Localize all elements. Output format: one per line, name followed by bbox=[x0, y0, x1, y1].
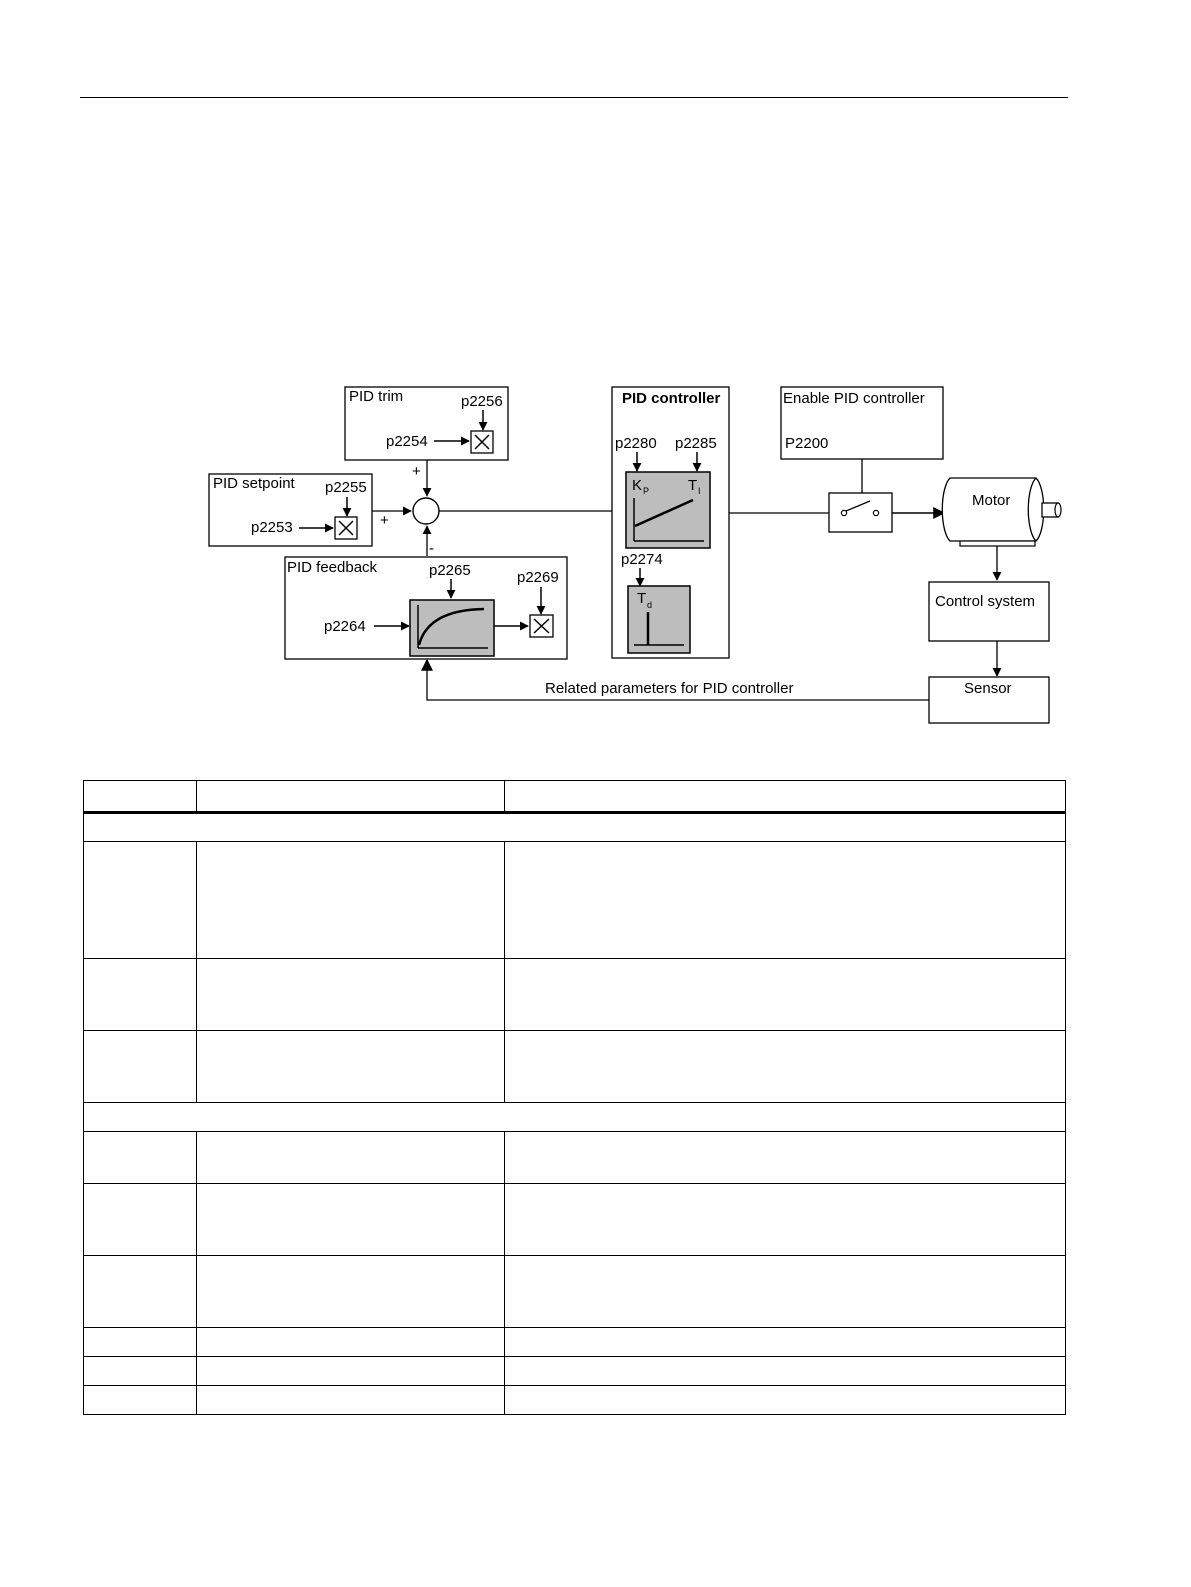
parameter-table bbox=[83, 780, 1066, 1415]
table-header-cell bbox=[197, 781, 505, 813]
td-symbol: T bbox=[637, 590, 647, 607]
table-row bbox=[84, 1256, 1066, 1328]
ti-subscript: I bbox=[698, 486, 701, 496]
setpoint-plus-sign: + bbox=[380, 512, 389, 529]
enable-switch-icon bbox=[829, 493, 892, 532]
enable-pid-block bbox=[781, 387, 943, 459]
summing-junction bbox=[413, 498, 439, 524]
table-row bbox=[84, 842, 1066, 959]
table-cell bbox=[84, 1184, 197, 1256]
table-cell bbox=[197, 1256, 505, 1328]
param-p2256: p2256 bbox=[461, 393, 503, 410]
trim-multiplier-icon bbox=[471, 431, 493, 453]
table-cell bbox=[505, 1256, 1066, 1328]
table-row bbox=[84, 1132, 1066, 1184]
table-cell bbox=[197, 842, 505, 959]
table-row bbox=[84, 1328, 1066, 1357]
feedback-filter-icon bbox=[410, 600, 494, 656]
table-cell bbox=[505, 1184, 1066, 1256]
table-header-cell bbox=[84, 781, 197, 813]
table-cell bbox=[505, 1328, 1066, 1357]
control-system-label: Control system bbox=[935, 593, 1036, 610]
table-row bbox=[84, 1357, 1066, 1386]
enable-pid-title: Enable PID controller bbox=[783, 390, 925, 407]
param-p2264: p2264 bbox=[324, 618, 366, 635]
kp-subscript: P bbox=[643, 486, 650, 496]
table-cell bbox=[505, 1386, 1066, 1415]
table-cell bbox=[197, 1184, 505, 1256]
param-p2285: p2285 bbox=[675, 435, 717, 452]
proportional-integral-icon bbox=[626, 472, 710, 548]
pid-feedback-title: PID feedback bbox=[287, 559, 378, 576]
table-cell bbox=[505, 1031, 1066, 1103]
setpoint-multiplier-icon bbox=[335, 517, 357, 539]
param-p2274: p2274 bbox=[621, 551, 663, 568]
table-header-row bbox=[84, 781, 1066, 813]
table-cell bbox=[84, 842, 197, 959]
table-cell bbox=[197, 959, 505, 1031]
table-cell bbox=[84, 1357, 197, 1386]
table-cell bbox=[197, 1031, 505, 1103]
param-p2255: p2255 bbox=[325, 479, 367, 496]
pid-trim-title: PID trim bbox=[349, 388, 404, 405]
pid-feedback-block bbox=[285, 557, 567, 659]
table-row bbox=[84, 1386, 1066, 1415]
pid-setpoint-block bbox=[209, 474, 372, 546]
derivative-icon bbox=[628, 586, 690, 653]
table-cell bbox=[84, 1328, 197, 1357]
table-cell bbox=[84, 1386, 197, 1415]
param-p2200: P2200 bbox=[785, 435, 829, 452]
pid-trim-block bbox=[345, 387, 508, 460]
table-cell bbox=[505, 1132, 1066, 1184]
related-parameters-label: Related parameters for PID controller bbox=[545, 680, 794, 697]
table-cell bbox=[197, 1357, 505, 1386]
motor-label: Motor bbox=[972, 492, 1011, 509]
table-row bbox=[84, 1184, 1066, 1256]
table-cell bbox=[505, 959, 1066, 1031]
param-p2253: p2253 bbox=[251, 519, 293, 536]
table-cell bbox=[197, 1386, 505, 1415]
sensor-block bbox=[929, 677, 1049, 723]
table-cell bbox=[84, 813, 1066, 842]
pid-setpoint-title: PID setpoint bbox=[213, 475, 295, 492]
table-section-row bbox=[84, 813, 1066, 842]
table-row bbox=[84, 1031, 1066, 1103]
sensor-label: Sensor bbox=[964, 680, 1012, 697]
table-cell bbox=[84, 1256, 197, 1328]
table-cell bbox=[84, 1103, 1066, 1132]
feedback-multiplier-icon bbox=[530, 615, 553, 637]
param-p2254: p2254 bbox=[386, 433, 428, 450]
pid-controller-block bbox=[612, 387, 729, 658]
pid-controller-title: PID controller bbox=[622, 390, 721, 407]
table-cell bbox=[505, 1357, 1066, 1386]
table-header-cell bbox=[505, 781, 1066, 813]
motor-icon bbox=[942, 478, 1061, 546]
table-section-row bbox=[84, 1103, 1066, 1132]
ti-symbol: T bbox=[688, 477, 698, 494]
trim-plus-sign: + bbox=[412, 463, 421, 480]
td-subscript: d bbox=[647, 600, 653, 610]
table-cell bbox=[84, 1031, 197, 1103]
feedback-minus-sign: - bbox=[429, 540, 434, 557]
param-p2265: p2265 bbox=[429, 562, 471, 579]
control-system-block bbox=[929, 582, 1049, 641]
kp-symbol: K bbox=[632, 477, 643, 494]
table-cell bbox=[84, 959, 197, 1031]
table-cell bbox=[197, 1328, 505, 1357]
param-p2280: p2280 bbox=[615, 435, 657, 452]
table-cell bbox=[197, 1132, 505, 1184]
pid-block-diagram bbox=[0, 0, 1191, 760]
table-row bbox=[84, 959, 1066, 1031]
param-p2269: p2269 bbox=[517, 569, 559, 586]
table-cell bbox=[84, 1132, 197, 1184]
table-cell bbox=[505, 842, 1066, 959]
